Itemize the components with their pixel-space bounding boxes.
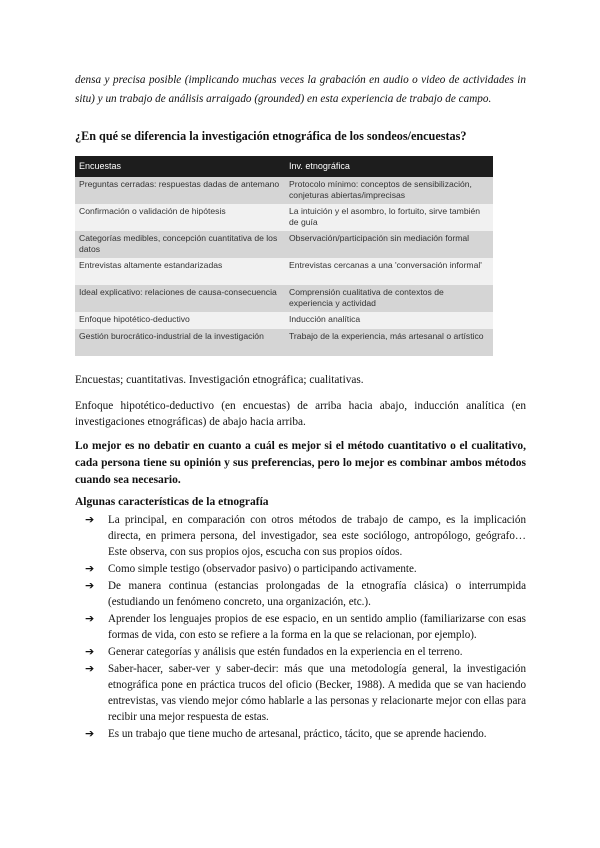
list-item [75,611,526,643]
list-item-text: Como simple testigo (observador pasivo) o participando activamente. [108,563,417,575]
list-item-text: De manera continua (estancias prolongadas de la etnografía clásica) o interrumpida (estudiando un fenómeno concreto, una organización, etc.). [108,580,526,608]
list-item-text: Saber-hacer, saber-ver y saber-decir: más que una metodología general, la investigación etnográfica pone en práctica trucos del oficio (Becker, 1988). A medida que se van haciendo entrevistas, vas viendo mejor cómo hablarle a las personas y relacionarte mejor con ellas para recibir una mejor respuesta de estas. [108,663,526,723]
table-cell: Preguntas cerradas: respuestas dadas de antemano [75,177,285,204]
table-cell: Gestión burocrático-industrial de la investigación [75,329,285,356]
list-item [75,644,526,660]
table-row [75,285,493,312]
arrow-right-icon: ➔ [85,513,95,526]
arrow-right-icon: ➔ [85,612,95,625]
table-row [75,204,493,231]
table-header-row [75,156,493,177]
question-heading: ¿En qué se diferencia la investigación etnográfica de los sondeos/encuestas? [75,129,467,143]
list-item [75,726,526,742]
table-cell: Inducción analítica [285,312,493,329]
characteristics-list [75,512,526,743]
table-row [75,177,493,204]
summary-paragraph: Encuestas; cuantitativas. Investigación etnográfica; cualitativas. [75,374,364,386]
list-item [75,512,526,560]
list-item [75,661,526,725]
table-cell: Entrevistas altamente estandarizadas [75,258,285,285]
list-item-text: La principal, en comparación con otros métodos de trabajo de campo, es la implicación directa, en primera persona, del investigador, sea este sociólogo, antropólogo, geógrafo… Este observa, con sus propios ojos, escucha con sus propios oídos. [108,514,526,558]
table-row [75,312,493,329]
table-cell: Categorías medibles, concepción cuantitativa de los datos [75,231,285,258]
table-row [75,231,493,258]
list-item-text: Generar categorías y análisis que estén fundados en la experiencia en el terreno. [108,646,463,658]
table-cell: Enfoque hipotético-deductivo [75,312,285,329]
arrow-right-icon: ➔ [85,662,95,675]
table-cell: Entrevistas cercanas a una 'conversación informal' [285,258,493,285]
approach-paragraph: Enfoque hipotético-deductivo (en encuestas) de arriba hacia abajo, inducción analítica (en investigaciones etnográficas) de abajo hacia arriba. [75,400,526,428]
list-item-text: Aprender los lenguajes propios de ese espacio, en un sentido amplio (familiarizarse con esas formas de vida, con esto se refiere a la forma en la que se relacionan, por ejemplo). [108,613,526,641]
table-cell: Ideal explicativo: relaciones de causa-consecuencia [75,285,285,312]
list-item [75,561,526,577]
table-cell: Observación/participación sin mediación formal [285,231,493,258]
conclusion-paragraph: Lo mejor es no debatir en cuanto a cuál es mejor si el método cuantitativo o el cualitativo, cada persona tiene su opinión y sus preferencias, pero lo mejor es combinar ambos métodos cuando sea necesario. [75,440,526,486]
header-encuestas: Encuestas [75,156,285,177]
header-inv-etnografica: Inv. etnográfica [285,156,493,177]
table-cell: Trabajo de la experiencia, más artesanal o artístico [285,329,493,356]
intro-paragraph: densa y precisa posible (implicando muchas veces la grabación en audio o video de actividades in situ) y un trabajo de análisis arraigado (grounded) en esta experiencia de trabajo de campo. [75,74,526,105]
table-row [75,258,493,285]
section-title: Algunas características de la etnografía [75,496,269,508]
comparison-table [75,156,493,356]
arrow-right-icon: ➔ [85,645,95,658]
table-row [75,329,493,356]
arrow-right-icon: ➔ [85,562,95,575]
table-cell: Comprensión cualitativa de contextos de experiencia y actividad [285,285,493,312]
list-item [75,578,526,610]
arrow-right-icon: ➔ [85,579,95,592]
table-cell: La intuición y el asombro, lo fortuito, sirve también de guía [285,204,493,231]
list-item-text: Es un trabajo que tiene mucho de artesanal, práctico, tácito, que se aprende haciendo. [108,728,487,740]
table-cell: Confirmación o validación de hipótesis [75,204,285,231]
arrow-right-icon: ➔ [85,727,95,740]
table-cell: Protocolo mínimo: conceptos de sensibilización, conjeturas abiertas/imprecisas [285,177,493,204]
